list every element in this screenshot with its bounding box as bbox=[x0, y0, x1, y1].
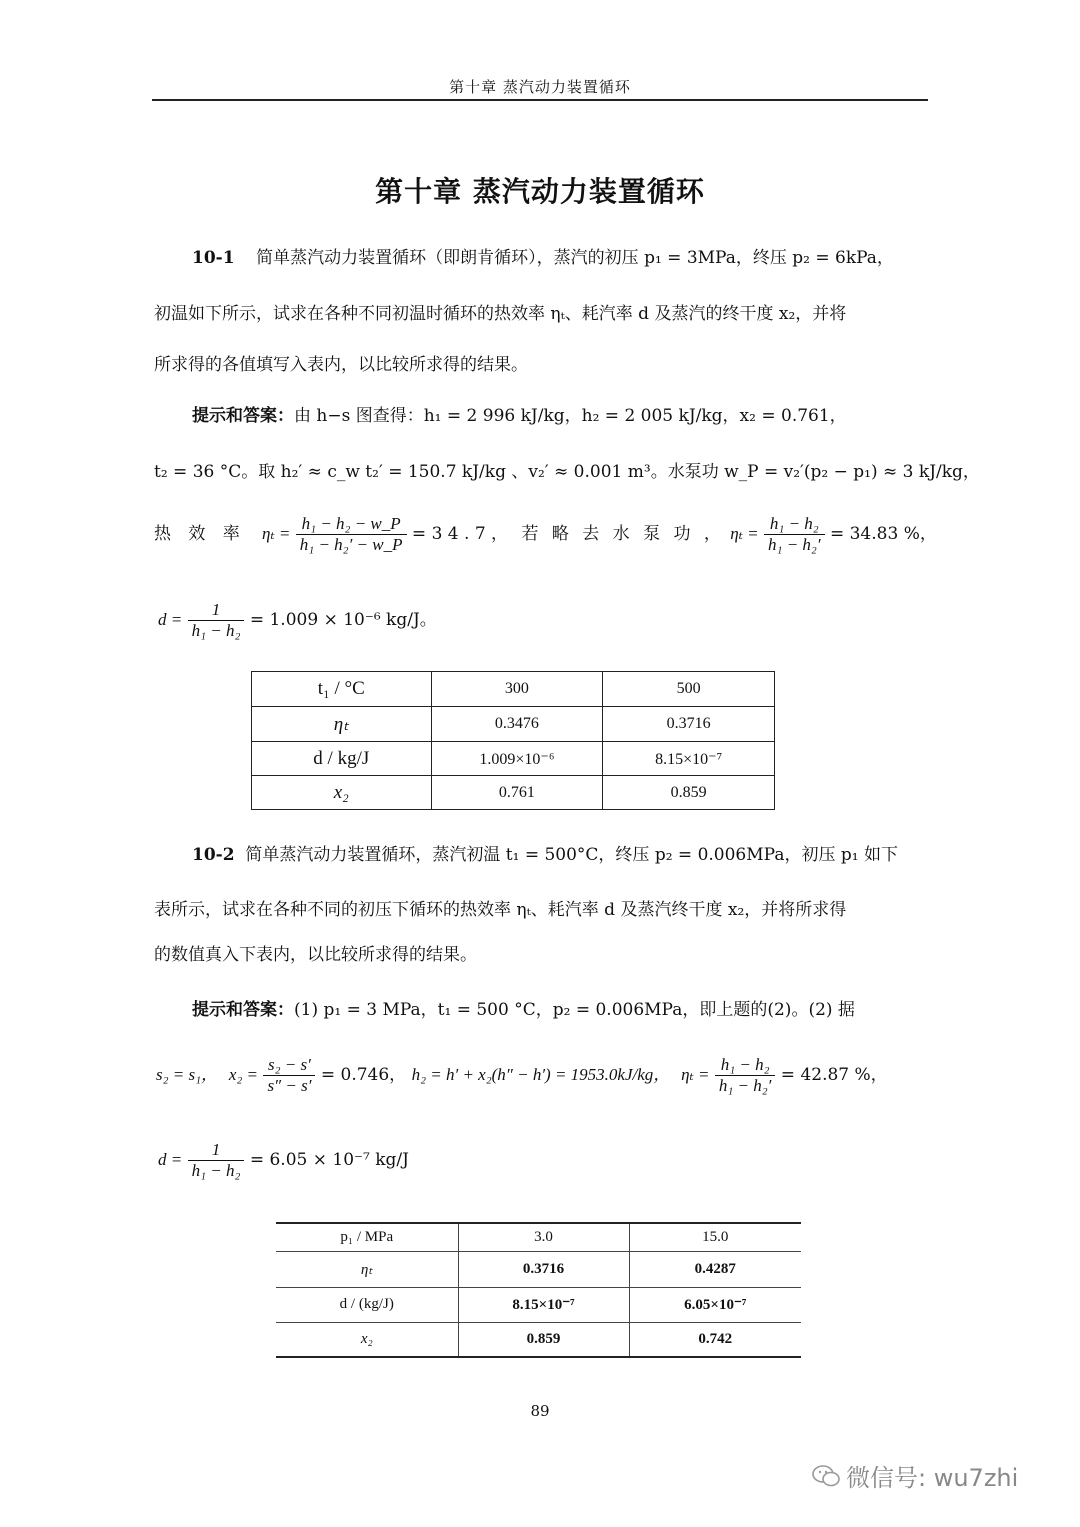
dryness-fraction bbox=[263, 1055, 315, 1096]
entropy-equality: s₂ = s₁， bbox=[156, 1065, 219, 1084]
problem-text: 简单蒸汽动力装置循环（即朗肯循环），蒸汽的初压 p₁ = 3MPa，终压 p₂ = 6kPa， bbox=[256, 248, 894, 268]
steam-rate-result: = 1.009 × 10⁻⁶ kg/J。 bbox=[249, 610, 437, 630]
efficiency2-fraction bbox=[764, 514, 825, 555]
fraction-denominator: h₁ − h₂′ − w_P bbox=[299, 535, 403, 554]
fraction-denominator: h₁ − h₂ bbox=[191, 621, 241, 640]
steam-rate-fraction bbox=[188, 1140, 245, 1181]
table-row bbox=[252, 776, 775, 810]
fraction-numerator: h₁ − h₂ bbox=[715, 1055, 776, 1076]
chapter-title: 第十章 蒸汽动力装置循环 bbox=[375, 175, 705, 208]
efficiency-fraction bbox=[296, 514, 407, 555]
table-cell: 1.009×10⁻⁶ bbox=[431, 742, 603, 776]
table-row bbox=[252, 707, 775, 742]
efficiency-result: = 3 4 . 7 bbox=[411, 524, 486, 544]
fraction-numerator: 1 bbox=[188, 600, 245, 621]
watermark-text: 微信号: wu7zhi bbox=[846, 1464, 1019, 1492]
problem-number: 10-2 bbox=[192, 845, 235, 865]
table-header-row bbox=[276, 1223, 801, 1251]
wechat-watermark bbox=[812, 1458, 1018, 1494]
table-header-cell: 500 bbox=[603, 672, 775, 707]
table-cell: 0.859 bbox=[458, 1322, 629, 1357]
fraction-denominator: h₁ − h₂′ bbox=[718, 1076, 772, 1095]
table-cell: x₂ bbox=[252, 776, 432, 810]
x2-lhs: x₂ = bbox=[228, 1065, 259, 1084]
table-header-cell: 300 bbox=[431, 672, 603, 707]
efficiency-fraction bbox=[715, 1055, 776, 1096]
fraction-numerator: h₁ − h₂ − w_P bbox=[296, 514, 407, 535]
fraction-denominator: h₁ − h₂′ bbox=[768, 535, 821, 554]
hint-10-1-line1 bbox=[192, 404, 847, 428]
steam-rate-result: = 6.05 × 10⁻⁷ kg/J bbox=[249, 1150, 409, 1170]
table-header-cell: 15.0 bbox=[629, 1223, 801, 1251]
hint-10-1-line2: t₂ = 36 °C。取 h₂′ ≈ c_w t₂′ = 150.7 kJ/kg 、v₂′ ≈ 0.001 m³。水泵功 w_P = v₂′(p₂ − p₁) ≈ 3 kJ/kg， bbox=[154, 462, 980, 482]
table-row bbox=[252, 742, 775, 776]
problem-10-1-line2: 初温如下所示，试求在各种不同初温时循环的热效率 ηₜ、耗汽率 d 及蒸汽的终干度 x₂，并将 bbox=[154, 304, 847, 324]
table-row bbox=[276, 1287, 801, 1322]
hint-text: (1) p₁ = 3 MPa，t₁ = 500 °C，p₂ = 0.006MPa，即上题的(2)。(2) 据 bbox=[294, 1000, 855, 1020]
problem-text: 简单蒸汽动力装置循环，蒸汽初温 t₁ = 500°C，终压 p₂ = 0.006MPa，初压 p₁ 如下 bbox=[245, 845, 898, 865]
header-rule bbox=[152, 99, 928, 101]
table-cell: 0.3716 bbox=[603, 707, 775, 742]
eta-lhs: ηₜ = bbox=[262, 524, 291, 543]
d-lhs: d = bbox=[158, 610, 183, 629]
table-row bbox=[276, 1251, 801, 1287]
table-cell: 6.05×10⁻⁷ bbox=[629, 1287, 801, 1322]
fraction-numerator: s₂ − s′ bbox=[263, 1055, 315, 1076]
hint-label: 提示和答案： bbox=[192, 406, 294, 426]
problem-10-2-line2: 表所示，试求在各种不同的初压下循环的热效率 ηₜ、耗汽率 d 及蒸汽终干度 x₂，并将所求得 bbox=[154, 900, 847, 920]
table-cell: ηₜ bbox=[252, 707, 432, 742]
steam-rate-line-2 bbox=[158, 1140, 409, 1181]
table-cell: 0.3716 bbox=[458, 1251, 629, 1287]
d-lhs: d = bbox=[158, 1150, 183, 1169]
efficiency-result: = 42.87 %， bbox=[780, 1065, 888, 1085]
table-header-cell: 3.0 bbox=[458, 1223, 629, 1251]
efficiency2-result: = 34.83 %， bbox=[829, 524, 937, 544]
ignore-pump-text: ， 若 略 去 水 泵 功 ， bbox=[491, 524, 725, 544]
results-table-2 bbox=[276, 1222, 801, 1358]
fraction-denominator: h₁ − h₂ bbox=[191, 1161, 241, 1180]
table-cell: 8.15×10⁻⁷ bbox=[458, 1287, 629, 1322]
table-header-row bbox=[252, 672, 775, 707]
table-cell: 0.742 bbox=[629, 1322, 801, 1357]
results-table-1 bbox=[251, 671, 775, 810]
table-cell: x₂ bbox=[276, 1322, 458, 1357]
table-cell: ηₜ bbox=[276, 1251, 458, 1287]
problem-10-2-line3: 的数值真入下表内，以比较所求得的结果。 bbox=[154, 945, 477, 965]
dryness-result: = 0.746， bbox=[320, 1065, 407, 1085]
table-header-cell: t₁ / °C bbox=[252, 672, 432, 707]
table-cell: 0.3476 bbox=[431, 707, 603, 742]
table-row bbox=[276, 1322, 801, 1357]
fraction-numerator: 1 bbox=[188, 1140, 245, 1161]
hint-10-2-line1 bbox=[192, 998, 855, 1022]
efficiency-label: 热 效 率 bbox=[154, 524, 246, 544]
table-cell: d / (kg/J) bbox=[276, 1287, 458, 1322]
page-number: 89 bbox=[530, 1402, 550, 1420]
eta-lhs: ηₜ = bbox=[681, 1065, 710, 1084]
steam-rate-fraction bbox=[188, 600, 245, 641]
fraction-numerator: h₁ − h₂ bbox=[764, 514, 825, 535]
table-header-cell: p₁ / MPa bbox=[340, 1228, 394, 1245]
enthalpy-equation: h₂ = h′ + x₂(h″ − h′) = 1953.0kJ/kg， bbox=[411, 1065, 671, 1084]
hint-text: 由 h−s 图查得：h₁ = 2 996 kJ/kg，h₂ = 2 005 kJ/kg，x₂ = 0.761， bbox=[294, 406, 847, 426]
dryness-line bbox=[156, 1055, 888, 1096]
wechat-icon bbox=[812, 1464, 840, 1494]
fraction-denominator: s″ − s′ bbox=[267, 1076, 312, 1095]
eta2-lhs: ηₜ = bbox=[730, 524, 759, 543]
problem-10-2-line1 bbox=[192, 843, 898, 867]
problem-10-1-line3: 所求得的各值填写入表内，以比较所求得的结果。 bbox=[154, 355, 528, 375]
table-cell: d / kg/J bbox=[252, 742, 432, 776]
steam-rate-line-1 bbox=[158, 600, 437, 641]
efficiency-line bbox=[154, 514, 937, 555]
table-cell: 0.761 bbox=[431, 776, 603, 810]
problem-number: 10-1 bbox=[192, 248, 235, 268]
table-cell: 0.4287 bbox=[629, 1251, 801, 1287]
table-cell: 8.15×10⁻⁷ bbox=[603, 742, 775, 776]
problem-10-1-line1 bbox=[192, 246, 894, 270]
table-cell: 0.859 bbox=[603, 776, 775, 810]
running-header: 第十章 蒸汽动力装置循环 bbox=[449, 78, 631, 96]
hint-label: 提示和答案： bbox=[192, 1000, 294, 1020]
